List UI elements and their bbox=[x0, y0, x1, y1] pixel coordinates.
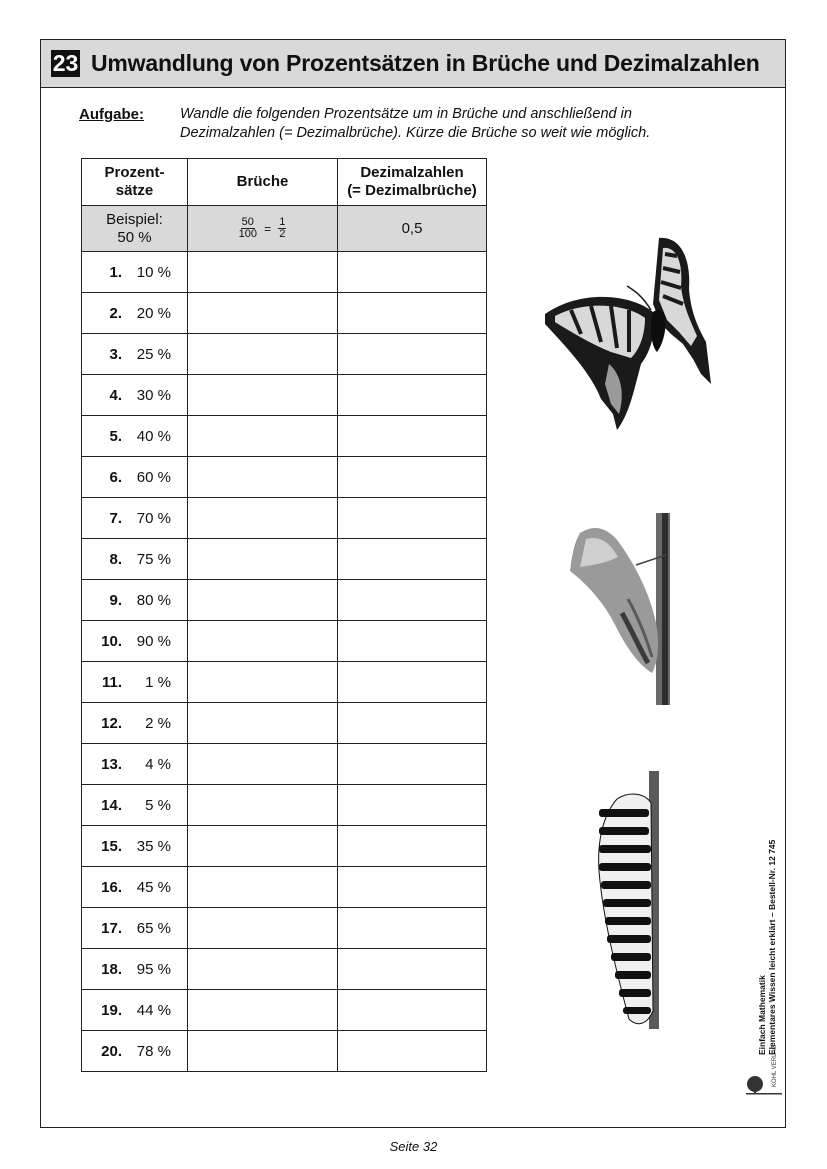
table-row bbox=[82, 826, 487, 867]
percent-value: 78 % bbox=[136, 1042, 171, 1060]
example-decimal: 0,5 bbox=[338, 206, 487, 252]
decimal-answer-cell[interactable] bbox=[338, 908, 487, 949]
row-index: 15. bbox=[101, 837, 122, 855]
row-index: 3. bbox=[109, 345, 122, 363]
percent-cell bbox=[82, 498, 188, 539]
table-row bbox=[82, 990, 487, 1031]
fraction-answer-cell[interactable] bbox=[188, 785, 338, 826]
percent-value: 90 % bbox=[136, 632, 171, 650]
decimal-answer-cell[interactable] bbox=[338, 949, 487, 990]
table-row bbox=[82, 949, 487, 990]
row-index: 19. bbox=[101, 1001, 122, 1019]
percent-cell bbox=[82, 662, 188, 703]
fraction-answer-cell[interactable] bbox=[188, 703, 338, 744]
table-row bbox=[82, 662, 487, 703]
percent-value: 70 % bbox=[136, 509, 171, 527]
row-index: 11. bbox=[101, 673, 122, 691]
table-header-row bbox=[82, 159, 487, 206]
row-index: 1. bbox=[109, 263, 122, 281]
fraction-answer-cell[interactable] bbox=[188, 539, 338, 580]
fraction-answer-cell[interactable] bbox=[188, 1031, 338, 1072]
percent-value: 44 % bbox=[136, 1001, 171, 1019]
fraction-answer-cell[interactable] bbox=[188, 457, 338, 498]
publisher-logo bbox=[746, 1044, 782, 1096]
table-row bbox=[82, 744, 487, 785]
table-row bbox=[82, 1031, 487, 1072]
table-row bbox=[82, 457, 487, 498]
row-index: 10. bbox=[101, 632, 122, 650]
percent-value: 10 % bbox=[136, 263, 171, 281]
percent-cell bbox=[82, 867, 188, 908]
percent-cell bbox=[82, 744, 188, 785]
row-index: 8. bbox=[109, 550, 122, 568]
fraction-answer-cell[interactable] bbox=[188, 252, 338, 293]
percent-cell bbox=[82, 826, 188, 867]
fraction-answer-cell[interactable] bbox=[188, 580, 338, 621]
percent-value: 60 % bbox=[136, 468, 171, 486]
percent-cell bbox=[82, 1031, 188, 1072]
decimal-answer-cell[interactable] bbox=[338, 334, 487, 375]
percent-cell bbox=[82, 908, 188, 949]
percent-cell bbox=[82, 334, 188, 375]
header-fractions: Brüche bbox=[188, 159, 338, 206]
fraction-50-100: $\frac{50}{100}$ bbox=[238, 216, 257, 240]
fraction-answer-cell[interactable] bbox=[188, 744, 338, 785]
header-decimals: Dezimalzahlen (= Dezimalbrüche) bbox=[338, 159, 487, 206]
butterfly-illustration bbox=[541, 234, 716, 432]
percent-value: 4 % bbox=[145, 755, 171, 773]
table-row bbox=[82, 498, 487, 539]
table-row bbox=[82, 252, 487, 293]
table-row bbox=[82, 703, 487, 744]
row-index: 12. bbox=[101, 714, 122, 732]
fraction-answer-cell[interactable] bbox=[188, 867, 338, 908]
row-index: 17. bbox=[101, 919, 122, 937]
task-text: Wandle die folgenden Prozentsätze um in Brüche und anschließend in Dezimalzahlen (= Dezimalbrüche). Kürze die Brüche so weit wie möglich. bbox=[180, 106, 651, 141]
page-title: Umwandlung von Prozentsätzen in Brüche und Dezimalzahlen bbox=[91, 50, 760, 76]
percent-value: 35 % bbox=[136, 837, 171, 855]
decimal-answer-cell[interactable] bbox=[338, 662, 487, 703]
fraction-answer-cell[interactable] bbox=[188, 949, 338, 990]
fraction-answer-cell[interactable] bbox=[188, 826, 338, 867]
percent-value: 80 % bbox=[136, 591, 171, 609]
percent-cell bbox=[82, 990, 188, 1031]
table-row bbox=[82, 334, 487, 375]
row-index: 2. bbox=[109, 304, 122, 322]
row-index: 13. bbox=[101, 755, 122, 773]
fraction-answer-cell[interactable] bbox=[188, 498, 338, 539]
fraction-answer-cell[interactable] bbox=[188, 334, 338, 375]
example-label: Beispiel: 50 % bbox=[82, 206, 188, 252]
table-row bbox=[82, 580, 487, 621]
chrysalis-illustration bbox=[566, 513, 686, 705]
header-percent: Prozent- sätze bbox=[82, 159, 188, 206]
fraction-answer-cell[interactable] bbox=[188, 908, 338, 949]
decimal-answer-cell[interactable] bbox=[338, 785, 487, 826]
percent-cell bbox=[82, 949, 188, 990]
decimal-answer-cell[interactable] bbox=[338, 621, 487, 662]
row-index: 16. bbox=[101, 878, 122, 896]
fraction-answer-cell[interactable] bbox=[188, 662, 338, 703]
table-row bbox=[82, 416, 487, 457]
fraction-1-2: $\frac{1}{2}$ bbox=[279, 216, 286, 240]
row-index: 18. bbox=[101, 960, 122, 978]
task-label: Aufgabe: bbox=[79, 106, 144, 123]
row-index: 5. bbox=[109, 427, 122, 445]
percent-cell bbox=[82, 416, 188, 457]
percent-cell bbox=[82, 785, 188, 826]
example-fraction: $\frac{50}{100}$ = $\frac{1}{2}$ bbox=[188, 206, 338, 252]
percent-cell bbox=[82, 375, 188, 416]
percent-cell bbox=[82, 457, 188, 498]
percent-value: 30 % bbox=[136, 386, 171, 404]
table-row bbox=[82, 375, 487, 416]
decimal-answer-cell[interactable] bbox=[338, 457, 487, 498]
table-row bbox=[82, 785, 487, 826]
table-row bbox=[82, 621, 487, 662]
percent-value: 45 % bbox=[136, 878, 171, 896]
decimal-answer-cell[interactable] bbox=[338, 539, 487, 580]
percent-cell bbox=[82, 621, 188, 662]
row-index: 20. bbox=[101, 1042, 122, 1060]
percent-cell bbox=[82, 703, 188, 744]
percent-value: 40 % bbox=[136, 427, 171, 445]
decimal-answer-cell[interactable] bbox=[338, 498, 487, 539]
decimal-answer-cell[interactable] bbox=[338, 826, 487, 867]
title-bar bbox=[41, 40, 785, 88]
fraction-answer-cell[interactable] bbox=[188, 375, 338, 416]
row-index: 4. bbox=[109, 386, 122, 404]
row-index: 14. bbox=[101, 796, 122, 814]
fraction-answer-cell[interactable] bbox=[188, 293, 338, 334]
decimal-answer-cell[interactable] bbox=[338, 744, 487, 785]
worksheet-frame bbox=[40, 39, 786, 1128]
decimal-answer-cell[interactable] bbox=[338, 580, 487, 621]
percent-value: 65 % bbox=[136, 919, 171, 937]
table-row bbox=[82, 908, 487, 949]
percent-value: 1 % bbox=[145, 673, 171, 691]
table-row bbox=[82, 293, 487, 334]
row-index: 9. bbox=[109, 591, 122, 609]
percent-value: 95 % bbox=[136, 960, 171, 978]
table-row bbox=[82, 867, 487, 908]
percent-value: 5 % bbox=[145, 796, 171, 814]
exercise-table bbox=[81, 158, 487, 1072]
page-number: Seite 32 bbox=[389, 1139, 438, 1154]
fraction-answer-cell[interactable] bbox=[188, 990, 338, 1031]
fraction-answer-cell[interactable] bbox=[188, 416, 338, 457]
table-row bbox=[82, 539, 487, 580]
fraction-answer-cell[interactable] bbox=[188, 621, 338, 662]
exercise-number: 23 bbox=[52, 50, 79, 76]
decimal-answer-cell[interactable] bbox=[338, 990, 487, 1031]
decimal-answer-cell[interactable] bbox=[338, 703, 487, 744]
decimal-answer-cell[interactable] bbox=[338, 252, 487, 293]
percent-cell bbox=[82, 580, 188, 621]
percent-cell bbox=[82, 252, 188, 293]
row-index: 6. bbox=[109, 468, 122, 486]
caterpillar-illustration bbox=[593, 771, 663, 1029]
decimal-answer-cell[interactable] bbox=[338, 867, 487, 908]
percent-cell bbox=[82, 539, 188, 580]
percent-value: 20 % bbox=[136, 304, 171, 322]
percent-cell bbox=[82, 293, 188, 334]
percent-value: 75 % bbox=[136, 550, 171, 568]
decimal-answer-cell[interactable] bbox=[338, 1031, 487, 1072]
example-row bbox=[82, 206, 487, 252]
percent-value: 25 % bbox=[136, 345, 171, 363]
decimal-answer-cell[interactable] bbox=[338, 416, 487, 457]
row-index: 7. bbox=[109, 509, 122, 527]
decimal-answer-cell[interactable] bbox=[338, 375, 487, 416]
publisher-logo-text: KOHL VERLAG bbox=[772, 1044, 778, 1087]
series-info: Einfach Mathematik Elementares Wissen leicht erklärt – Bestell-Nr. 12 745 bbox=[757, 839, 777, 1055]
decimal-answer-cell[interactable] bbox=[338, 293, 487, 334]
percent-value: 2 % bbox=[145, 714, 171, 732]
